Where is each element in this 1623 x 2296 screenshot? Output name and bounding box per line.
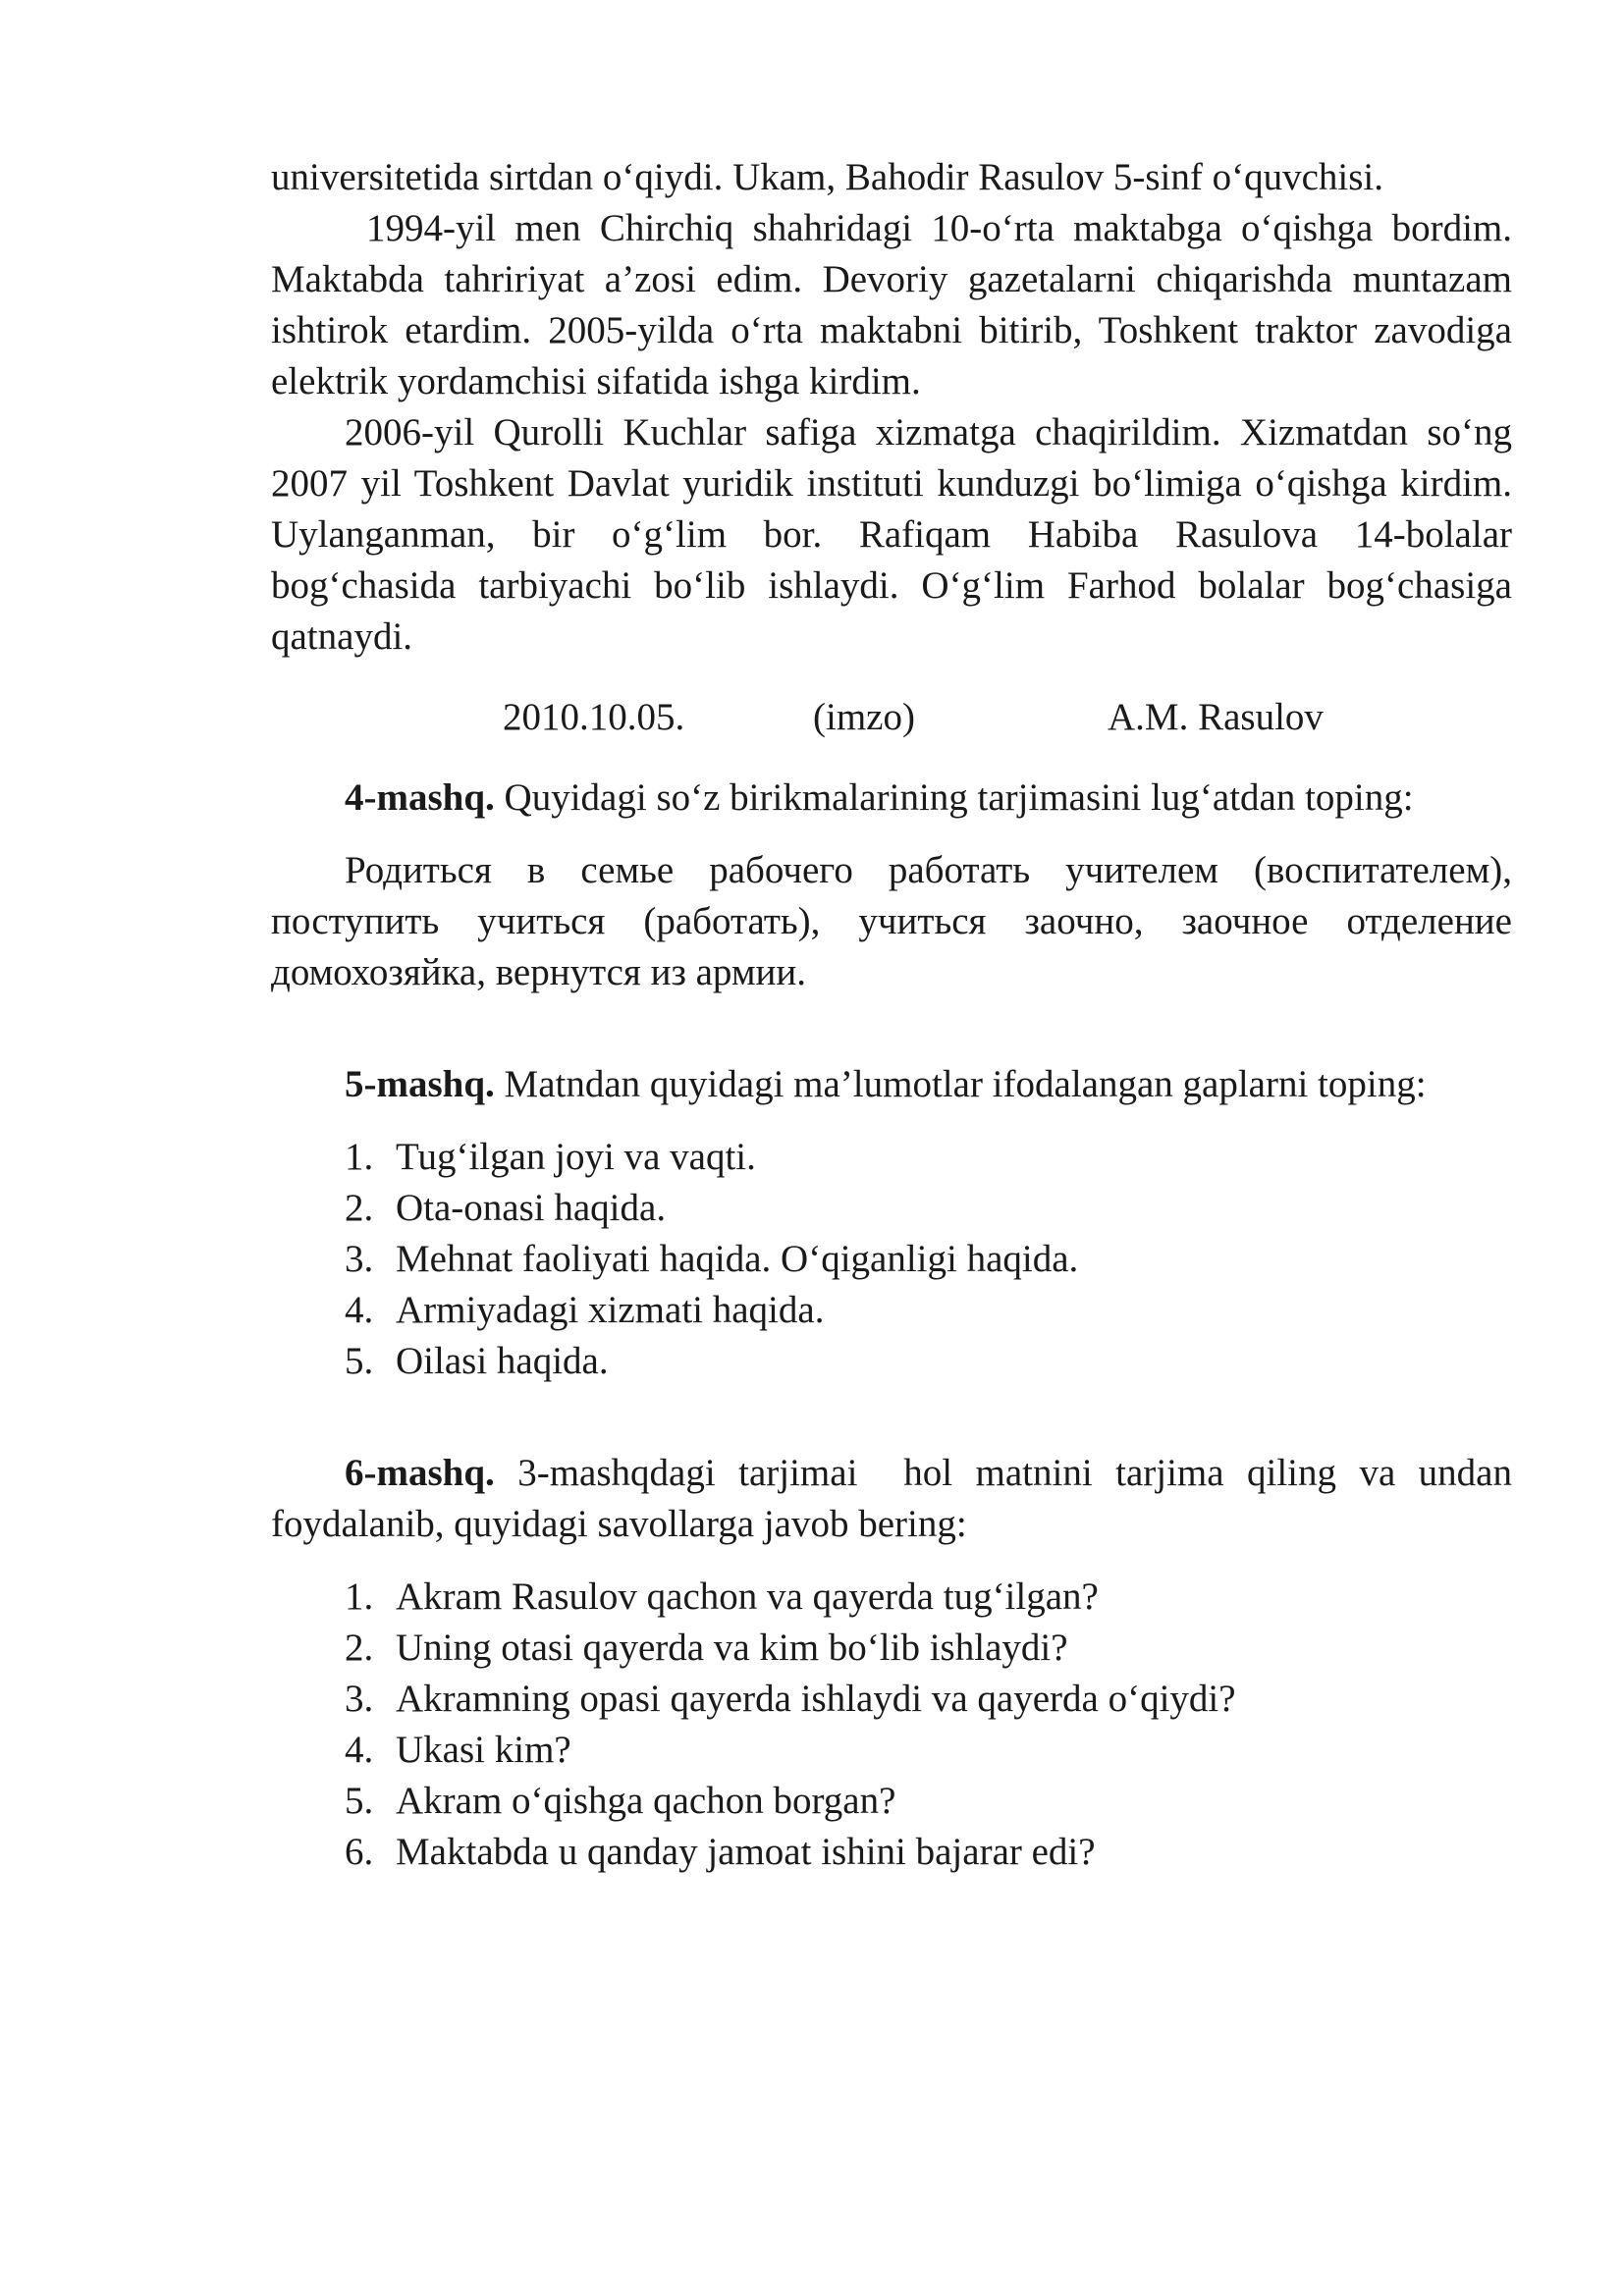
signature-date: 2010.10.05. [503, 696, 685, 738]
paragraph-army: 2006-yil Qurolli Kuchlar safiga xizmatga chaqirildim. Xizmatdan so‘ng 2007 yil Toshkent Davlat yuridik instituti kunduzgi bo‘limiga o‘qishga kirdim. Uylanganman, bir o‘g‘lim bor. Rafiqam Habiba Rasulova 14-bolalar bog‘chasida tarbiyachi bo‘lib ishlaydi. O‘g‘lim Farhod bolalar bog‘chasiga qatnaydi. [271, 411, 1512, 658]
list-item: 3. Akramning opasi qayerda ishlaydi va qayerda o‘qiydi? [345, 1678, 1236, 1720]
list-item: 2. Uning otasi qayerda va kim bo‘lib ishlaydi? [345, 1627, 1068, 1669]
exercise-4-instruction: Quyidagi so‘z birikmalarining tarjimasini lug‘atdan toping: [494, 776, 1414, 819]
list-item: 1. Akram Rasulov qachon va qayerda tug‘ilgan? [345, 1575, 1099, 1618]
exercise-6-label: 6-mashq. [345, 1452, 495, 1494]
paragraph-continuation: universitetida sirtdan o‘qiydi. Ukam, Bahodir Rasulov 5-sinf o‘quvchisi. [271, 156, 1383, 198]
signature-line [271, 692, 1512, 743]
exercise-6-list [271, 1572, 1512, 1878]
list-item: 2. Ota-onasi haqida. [345, 1187, 667, 1229]
exercise-4-heading [271, 773, 1512, 824]
document-page [271, 152, 1522, 1878]
signature-name: A.M. Rasulov [1108, 696, 1324, 738]
list-item: 1. Tug‘ilgan joyi va vaqti. [345, 1136, 756, 1178]
list-item: 5. Oilasi haqida. [345, 1340, 609, 1382]
exercise-6-instruction: 3-mashqdagi tarjimai hol matnini tarjima qiling va undan foydalanib, quyidagi savollarga javob bering: [271, 1452, 1522, 1545]
paragraph-school: 1994-yil men Chirchiq shahridagi 10-o‘rta maktabga o‘qishga bordim. Maktabda tahririyat a’zosi edim. Devoriy gazetalarni chiqarishda muntazam ishtirok etardim. 2005-yilda o‘rta maktabni bitirib, Toshkent traktor zavodiga elektrik yordamchisi sifatida ishga kirdim. [271, 207, 1512, 402]
exercise-5-heading [271, 1059, 1512, 1110]
exercise-6-heading [271, 1448, 1522, 1550]
exercise-5-list [271, 1132, 1512, 1387]
exercise-5-label: 5-mashq. [345, 1063, 495, 1105]
list-item: 6. Maktabda u qanday jamoat ishini bajarar edi? [345, 1831, 1096, 1873]
exercise-4-label: 4-mashq. [345, 776, 495, 819]
list-item: 5. Akram o‘qishga qachon borgan? [345, 1780, 896, 1822]
list-item: 3. Mehnat faoliyati haqida. O‘qiganligi haqida. [345, 1238, 1079, 1280]
list-item: 4. Ukasi kim? [345, 1729, 571, 1771]
signature-imzo: (imzo) [813, 696, 915, 738]
exercise-4-body: Родиться в семье рабочего работать учителем (воспитателем), поступить учиться (работать), учиться заочно, заочное отделение домохозяйка, вернутся из армии. [271, 849, 1512, 993]
list-item: 4. Armiyadagi xizmati haqida. [345, 1289, 825, 1331]
exercise-5-instruction: Matndan quyidagi ma’lumotlar ifodalangan gaplarni toping: [494, 1063, 1427, 1105]
